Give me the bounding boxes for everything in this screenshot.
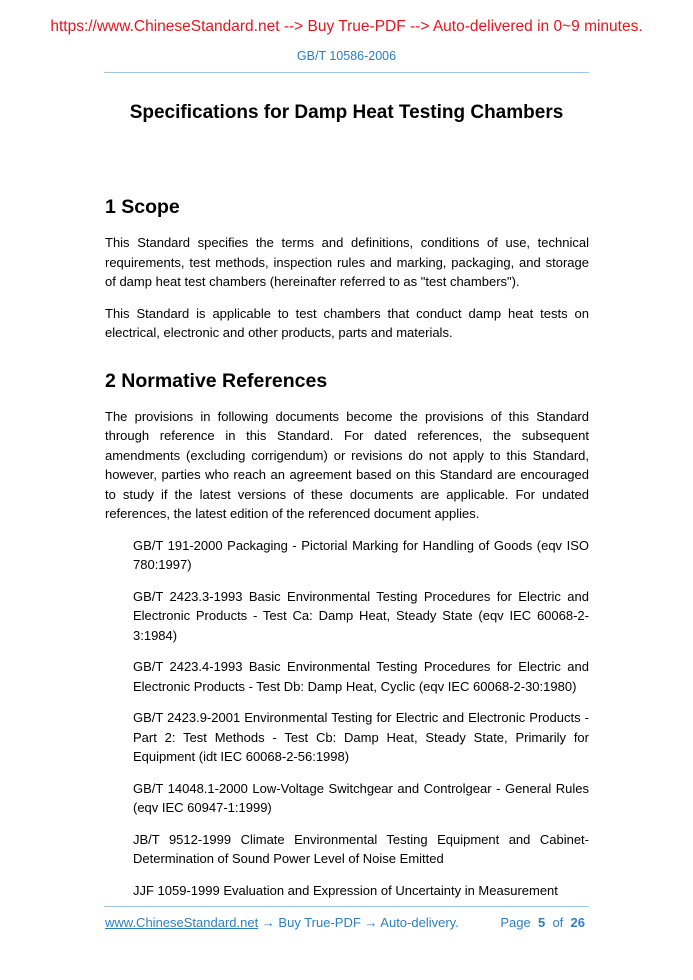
page-total: 26 <box>570 915 585 930</box>
reference-item: GB/T 2423.4-1993 Basic Environmental Testing Procedures for Electric and Electronic Products - Test Db: Damp Heat, Cyclic (eqv IEC 60068-2-30:1980) <box>133 659 589 694</box>
reference-item: JB/T 9512-1999 Climate Environmental Testing Equipment and Cabinet-Determination of Sound Power Level of Noise Emitted <box>133 831 589 866</box>
reference-item: GB/T 2423.3-1993 Basic Environmental Testing Procedures for Electric and Electronic Products - Test Ca: Damp Heat, Steady State (eqv IEC 60068-2-3:1984) <box>133 588 589 643</box>
reference-item: JJF 1059-1999 Evaluation and Expression of Uncertainty in Measurement <box>133 882 558 898</box>
page-number: 5 <box>537 915 546 930</box>
reference-item: GB/T 191-2000 Packaging - Pictorial Marking for Handling of Goods (eqv ISO 780:1997) <box>133 537 589 572</box>
reference-item: GB/T 2423.9-2001 Environmental Testing for Electric and Electronic Products - Part 2: Test Methods - Test Cb: Damp Heat, Steady State, Primarily for Equipment (idt IEC 60068-2-56:1998) <box>133 710 589 764</box>
footer <box>105 915 585 930</box>
paragraph: This Standard is applicable to test chambers that conduct damp heat tests on electrical, electronic and other products, parts and materials. <box>105 305 589 340</box>
footer-divider <box>104 906 589 907</box>
standard-number-header: GB/T 10586-2006 <box>296 49 397 63</box>
footer-link[interactable]: www.ChineseStandard.net <box>105 915 259 930</box>
header-divider <box>104 72 589 73</box>
page-indicator <box>500 915 585 930</box>
page-label: Page <box>500 915 531 930</box>
promo-banner: https://www.ChineseStandard.net --> Buy True-PDF --> Auto-delivered in 0~9 minutes. <box>50 18 643 35</box>
paragraph: The provisions in following documents become the provisions of this Standard through reference in this Standard. For dated references, the subsequent amendments (excluding corrigendum) or revisions do not apply to this Standard, however, parties who reach an agreement based on this Standard are encouraged to study if the latest versions of these documents are applicable. For undated references, the latest edition of the referenced document applies. <box>105 408 589 521</box>
of-label: of <box>552 915 564 930</box>
section-heading-scope: 1 Scope <box>105 196 180 218</box>
document-body <box>105 195 589 912</box>
footer-text: → Buy True-PDF → Auto-delivery. <box>258 915 459 930</box>
document-title: Specifications for Damp Heat Testing Chambers <box>129 102 564 123</box>
paragraph: This Standard specifies the terms and definitions, conditions of use, technical requirements, test methods, inspection rules and marking, packaging, and storage of damp heat test chambers (hereinafter referred to as "test chambers"). <box>105 235 589 289</box>
reference-item: GB/T 14048.1-2000 Low-Voltage Switchgear and Controlgear - General Rules (eqv IEC 60947-1:1999) <box>133 780 589 815</box>
section-heading-normative-references: 2 Normative References <box>105 369 328 392</box>
